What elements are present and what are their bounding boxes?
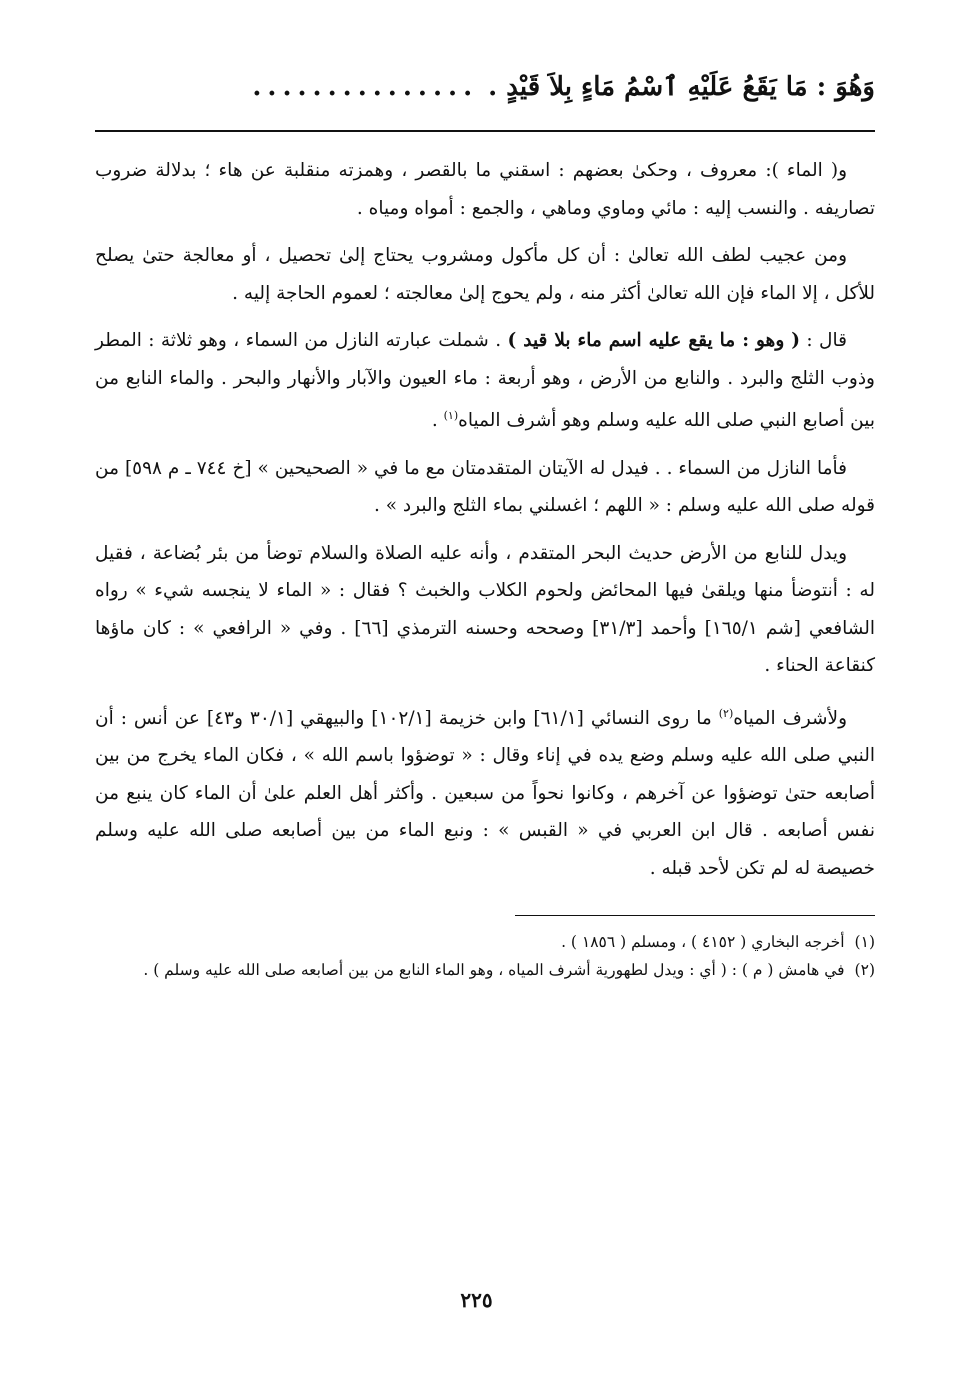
header-dots: ............... — [252, 72, 479, 102]
footnote-number: (١) — [854, 933, 875, 952]
header-rule — [95, 130, 875, 132]
footnote — [95, 928, 875, 956]
paragraph-text: و( الماء ): معروف ، وحكىٰ بعضهم : اسقني ما بالقصر ، وهمزته منقلبة عن هاء ؛ بدلالة ضروب تصاريفه . والنسب إليه : مائي وماوي وماهي ، والجمع : أمواه ومياه . — [95, 160, 875, 219]
footnotes — [95, 928, 875, 984]
book-page — [95, 66, 875, 984]
footnote-text: في هامش ( م ) : ( أي : ويدل لطهورية أشرف المياه ، وهو الماء النابع من بين أصابعه صلى الله عليه وسلم ) . — [143, 961, 845, 980]
paragraph-text: ومن عجيب لطف الله تعالىٰ : أن كل مأكول ومشروب يحتاج إلىٰ تحصيل ، أو معالجة حتىٰ يصلح للأكل ، إلا الماء فإن الله تعالىٰ أكثر منه ، ولم يحوج إلىٰ معالجته ؛ لعموم الحاجة إليه . — [95, 245, 875, 304]
paragraph-text: فأما النازل من السماء . . فيدل له الآيتان المتقدمتان مع ما في « الصحيحين » [خ ٧٤٤ ـ م ٥٩٨] من قوله صلى الله عليه وسلم : « اللهم ؛ اغسلني بماء الثلج والبرد » . — [95, 457, 875, 517]
footnote-number: (٢) — [854, 961, 875, 980]
paragraph-text: قال : — [799, 330, 847, 351]
footnote-marker[interactable]: (٢) — [718, 706, 734, 720]
footnote-text: أخرجه البخاري ( ٤١٥٢ ) ، ومسلم ( ١٨٥٦ ) . — [561, 933, 845, 952]
paragraph-text: ولأشرف المياه — [733, 707, 847, 729]
header-title: وَهُوَ : مَا يَقَعُ عَلَيْهِ ٱسْمُ مَاءٍ بِلاَ قَيْدٍ . — [488, 72, 875, 102]
running-header — [95, 66, 875, 108]
paragraph — [95, 695, 875, 888]
matn-quote: ( وهو : ما يقع عليه اسم ماء بلا قيد ) — [507, 330, 800, 351]
paragraph — [95, 152, 875, 227]
paragraph-text: ما روى النسائي [٦١/١] وابن خزيمة [١٠٢/١] والبيهقي [٣٠/١ و٤٣] عن أنس : أن النبي صلى الله عليه وسلم وضع يده في إناء وقال : « توضؤوا باسم الله » ، فكان الماء يخرج من بين أصابعه حتىٰ توضؤوا عن آخرهم ، وكانوا نحواً من سبعين . وأكثر أهل العلم علىٰ أن الماء كان ينبع من نفس أصابعه . قال ابن العربي في « القبس » : ونبع الماء من بين أصابعه صلى الله عليه وسلم خصيصة له لم تكن لأحد قبله . — [95, 707, 875, 879]
paragraph — [95, 237, 875, 312]
paragraph — [95, 535, 875, 685]
footnote-marker[interactable]: (١) — [443, 409, 459, 422]
paragraph — [95, 450, 875, 525]
footnote — [95, 956, 875, 984]
main-text — [95, 152, 875, 887]
footnote-rule — [515, 915, 875, 916]
paragraph-text: . — [431, 410, 444, 432]
page-number: ٢٢٥ — [460, 1288, 493, 1312]
paragraph — [95, 322, 875, 440]
paragraph-text: ويدل للنابع من الأرض حديث البحر المتقدم ، وأنه عليه الصلاة والسلام توضأ من بئر بُضاعة ، فقيل له : أنتوضأ منها ويلقىٰ فيها المحائض ولحوم الكلاب والخبث ؟ فقال : « الماء لا ينجسه شيء » رواه الشافعي [شم ١٦٥/١] وأحمد [٣١/٣] وصححه وحسنه الترمذي [٦٦] . وفي « الرافعي » : كان ماؤها كنقاعة الحناء . — [95, 542, 875, 677]
paragraph-text: . شملت عبارته النازل من السماء ، وهو ثلاثة : المطر وذوب الثلج والبرد . والنابع من الأرض ، وهو أربعة : ماء العيون والآبار والأنهار والبحر . والماء النابع من بين أصابع النبي صلى الله عليه وسلم وهو أشرف المياه — [95, 330, 875, 432]
